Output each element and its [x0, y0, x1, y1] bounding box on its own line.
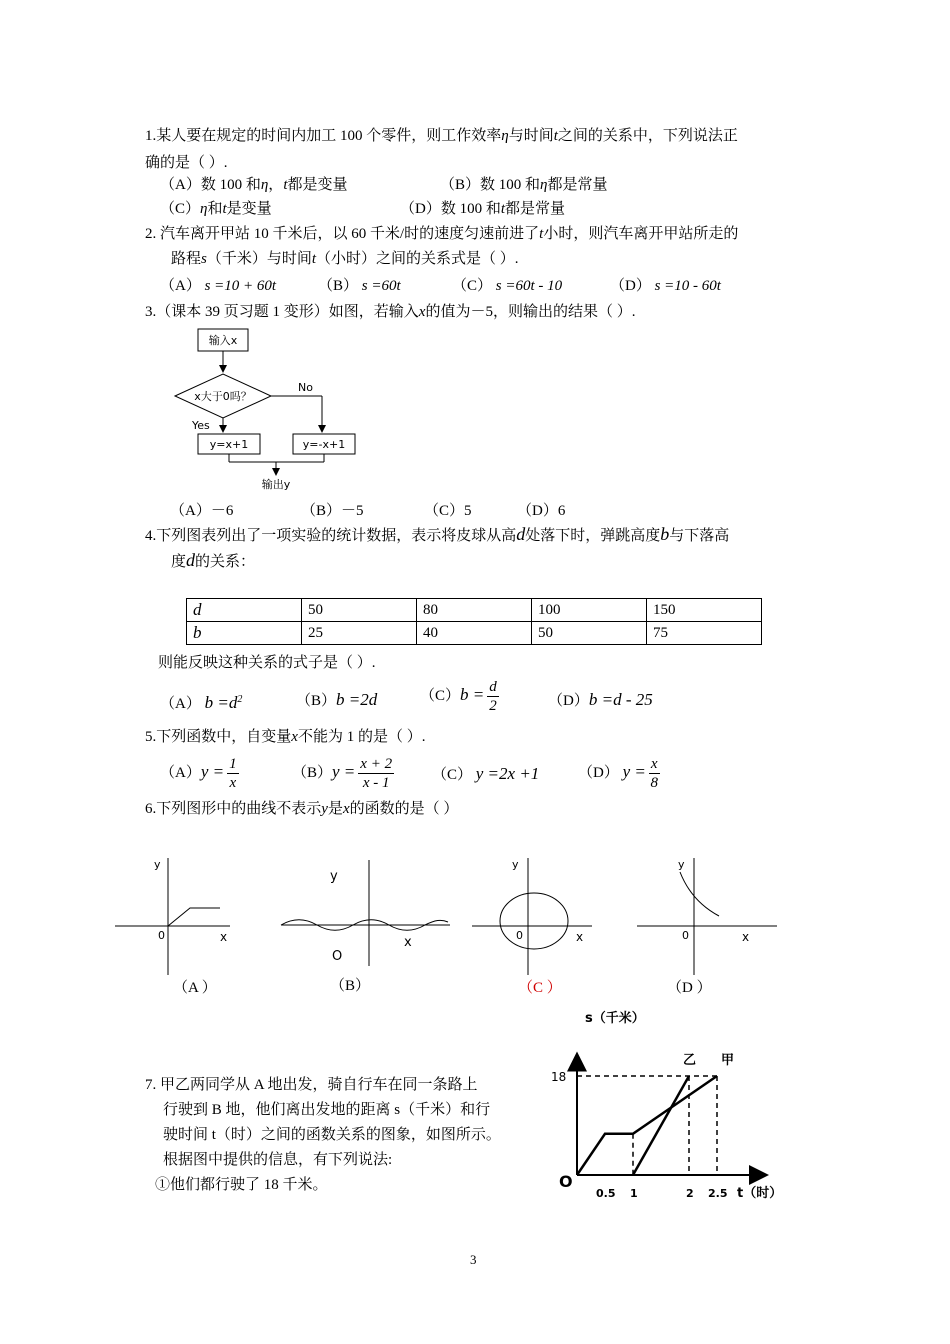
q2-line2: 路程s（千米）与时间t（小时）之间的关系式是（ ）. [171, 251, 519, 267]
q6-graph-b [278, 858, 453, 968]
q7-line2: 行驶到 B 地，他们离出发地的距离 s（千米）和行 [163, 1102, 491, 1118]
q5-option-a: （A）y = $\frac{1}{x}$ [160, 756, 237, 791]
table-cell: 25 [302, 622, 417, 645]
svg-text:x: x [404, 935, 412, 950]
flow-yes-label: Yes [192, 419, 210, 432]
svg-text:y: y [330, 869, 338, 884]
q6-graph-a [110, 850, 240, 980]
flow-right-box-label: y=-x+1 [302, 438, 346, 451]
q1-option-a: （A）数 100 和η，t都是变量 [160, 177, 348, 193]
table-cell: 50 [532, 622, 647, 645]
svg-text:y: y [512, 858, 519, 871]
graph-curve [168, 908, 220, 926]
page-number: 3 [470, 1252, 477, 1267]
q3-line1: 3.（课本 39 页习题 1 变形）如图，若输入x的值为－5，则输出的结果（ ）. [145, 304, 636, 320]
table-cell: d [187, 599, 302, 622]
origin-label: O [559, 1172, 573, 1191]
q1-option-c: （C）η和t是变量 [160, 201, 272, 217]
table-row [187, 599, 762, 622]
flow-decision-label: x大于0吗？ [194, 390, 252, 403]
series-label-jia: 甲 [721, 1053, 735, 1068]
q6-graph-d [634, 850, 784, 980]
q4-option-a: （A） $b =d^2$ [160, 693, 243, 712]
y-axis-label: s（千米） [585, 1011, 645, 1026]
q2-option-a: （A） s =10 + 60t [160, 278, 277, 294]
svg-text:0: 0 [682, 929, 689, 942]
q6-caption-d: （D ） [667, 980, 712, 996]
fraction: $\frac{1}{x}$ [229, 756, 237, 791]
series-label-yi: 乙 [683, 1053, 697, 1068]
q7-line3: 驶时间 t（时）之间的函数关系的图象，如图所示。 [163, 1127, 501, 1143]
q6-caption-b: （B） [330, 978, 371, 994]
graph-curve [500, 893, 568, 949]
q3-option-c: （C）5 [424, 503, 472, 519]
q6-graph-c [468, 850, 598, 980]
table-cell: 100 [532, 599, 647, 622]
table-cell: b [187, 622, 302, 645]
q5-option-c: （C） y =2x +1 [432, 764, 540, 783]
q1-line2: 确的是（ ）. [145, 155, 228, 171]
svg-text:y: y [678, 858, 685, 871]
q1-line1: 1.某人要在规定的时间内加工 100 个零件，则工作效率η与时间t之间的关系中，下列说法正 [145, 128, 738, 144]
flow-no-label: No [298, 381, 313, 394]
x-axis-label: t（时） [737, 1186, 783, 1201]
q1-option-d: （D）数 100 和t都是常量 [400, 201, 566, 217]
fraction: $\frac{x}{8}$ [650, 756, 658, 791]
flowchart [170, 326, 370, 496]
q3-option-d: （D）6 [517, 503, 566, 519]
svg-text:x: x [220, 930, 228, 944]
q4-line3: 则能反映这种关系的式子是（ ）. [158, 655, 376, 671]
q2-option-d: （D） s =10 - 60t [610, 278, 721, 294]
fraction: $\frac{d}{2}$ [489, 679, 497, 714]
table-cell: 150 [647, 599, 762, 622]
q6-caption-a: （A ） [173, 980, 217, 996]
fraction: $\frac{x + 2}{x - 1}$ [360, 756, 393, 791]
q7-distance-time-chart [540, 1010, 830, 1210]
q4-line1: 4.下列图表列出了一项实验的统计数据，表示将皮球从高d处落下时，弹跳高度b与下落高 [145, 524, 730, 544]
q4-option-b: （B）b =2d [296, 690, 378, 709]
q7-line4: 根据图中提供的信息，有下列说法: [163, 1152, 393, 1168]
flow-input-label: 输入x [208, 334, 238, 347]
series-line-甲 [577, 1076, 717, 1175]
svg-text:0: 0 [158, 929, 165, 942]
q6-line1: 6.下列图形中的曲线不表示y是x的函数的是（ ） [145, 801, 459, 817]
chart-series [577, 1076, 717, 1175]
table-cell: 40 [417, 622, 532, 645]
q3-option-a: （A）－6 [170, 503, 234, 519]
svg-text:x: x [742, 930, 750, 944]
q2-option-b: （B） s =60t [318, 278, 401, 294]
x-tick-label: 2 [686, 1187, 694, 1200]
series-line-乙 [633, 1076, 689, 1175]
flow-output-label: 输出y [261, 478, 291, 491]
table-row [187, 622, 762, 645]
q5-option-b: （B）y = $\frac{x + 2}{x - 1}$ [292, 756, 393, 791]
x-tick-label: 2.5 [708, 1187, 728, 1200]
y-tick-label: 18 [551, 1070, 567, 1084]
table-cell: 75 [647, 622, 762, 645]
flow-left-box-label: y=x+1 [209, 438, 249, 451]
q4-option-d: （D）b =d - 25 [548, 690, 653, 709]
q2-option-c: （C） s =60t - 10 [452, 278, 563, 294]
chart-axes [577, 1056, 765, 1176]
table-cell: 50 [302, 599, 417, 622]
q3-option-b: （B）－5 [301, 503, 364, 519]
q5-line1: 5.下列函数中，自变量x不能为 1 的是（ ）. [145, 729, 426, 745]
table-cell: 80 [417, 599, 532, 622]
q4-line2: 度d的关系： [171, 550, 256, 570]
x-tick-label: 0.5 [596, 1187, 616, 1200]
q4-option-c: （C）b = $\frac{d}{2}$ [420, 679, 497, 714]
q5-option-d: （D） y = $\frac{x}{8}$ [578, 756, 658, 791]
svg-text:x: x [576, 930, 584, 944]
chart-labels [551, 1010, 782, 1201]
q7-line5: ①他们都行驶了 18 千米。 [155, 1177, 328, 1193]
q4-data-table [186, 598, 762, 645]
q7-line1: 7. 甲乙两同学从 A 地出发，骑自行车在同一条路上 [145, 1077, 478, 1093]
q2-line1: 2. 汽车离开甲站 10 千米后，以 60 千米/时的速度匀速前进了t小时，则汽车离开甲站所走的 [145, 226, 739, 242]
svg-text:0: 0 [516, 929, 523, 942]
q6-caption-c: （C ） [518, 980, 562, 996]
graph-curve [680, 872, 719, 916]
x-tick-label: 1 [630, 1187, 638, 1200]
q1-option-b: （B）数 100 和η都是常量 [440, 177, 608, 193]
svg-text:y: y [154, 858, 161, 871]
svg-text:O: O [332, 949, 343, 964]
